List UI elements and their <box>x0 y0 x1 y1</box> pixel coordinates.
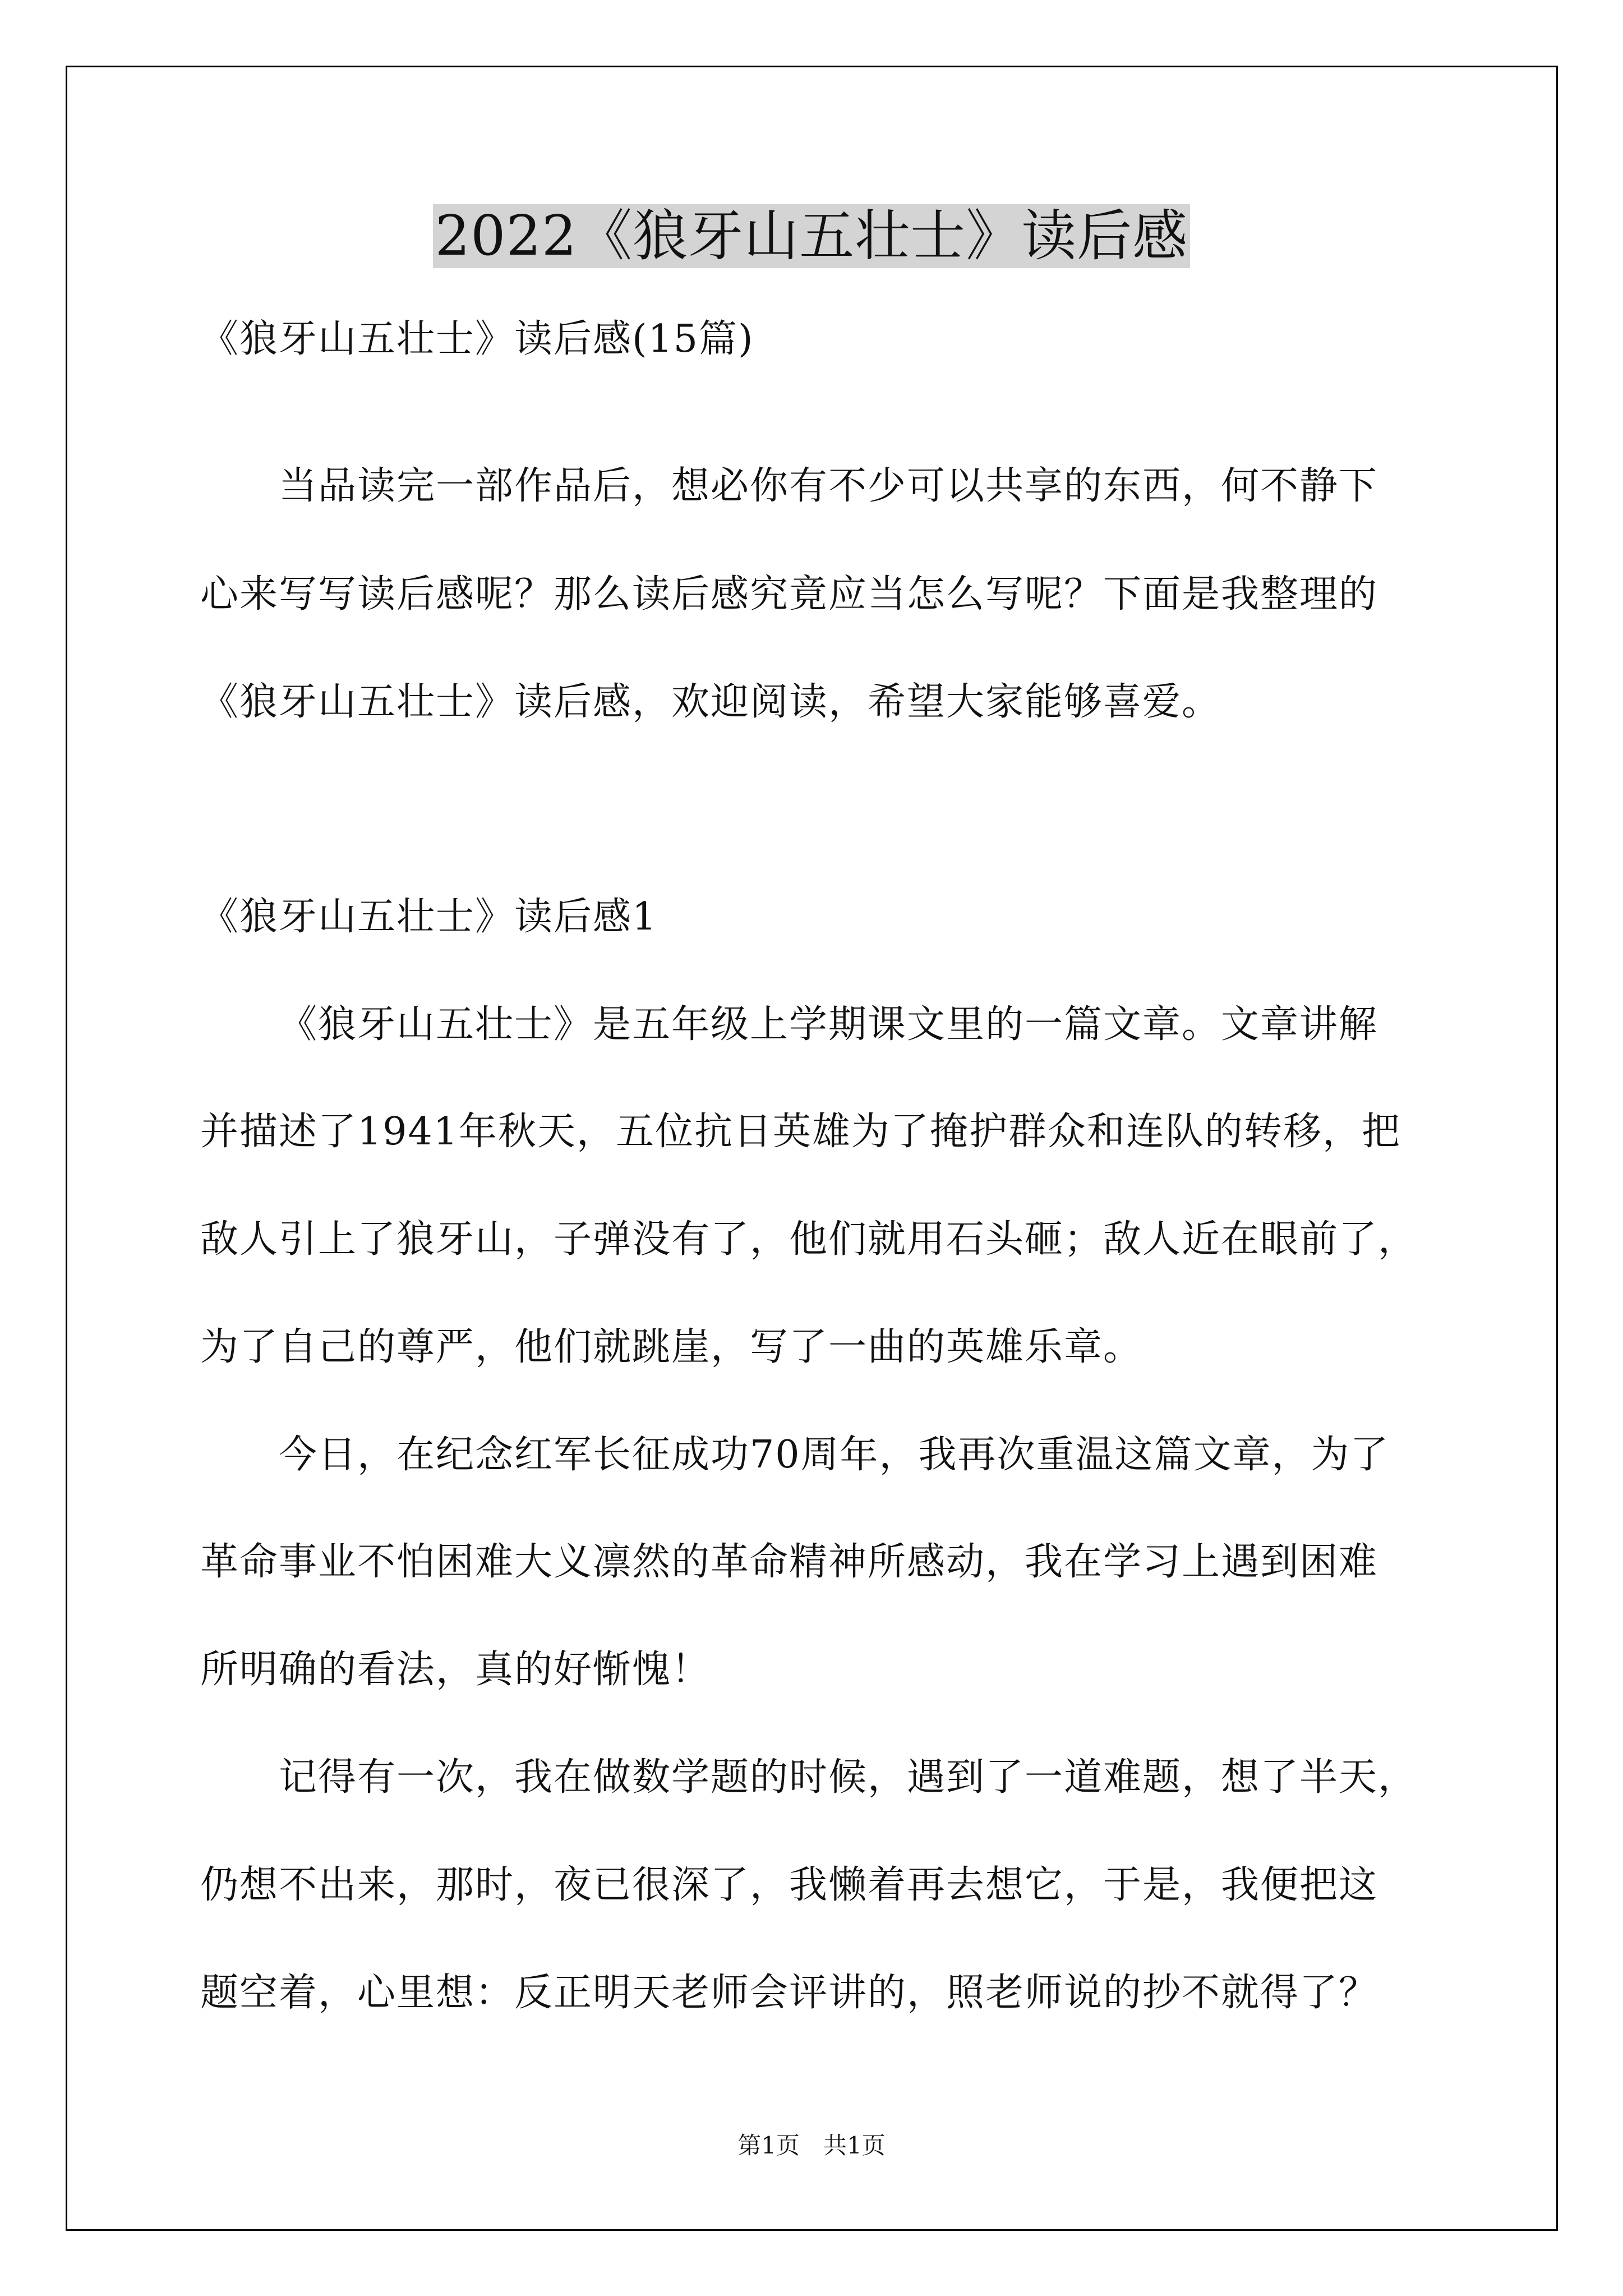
paragraph-line: 为了自己的尊严，他们就跳崖，写了一曲的英雄乐章。 <box>200 1325 1143 1369</box>
section-heading: 《狼牙山五壮士》读后感1 <box>200 895 658 939</box>
paragraph-line: 《狼牙山五壮士》是五年级上学期课文里的一篇文章。文章讲解 <box>279 1002 1378 1047</box>
document-title-text: 2022《狼牙山五壮士》读后感 <box>433 204 1190 268</box>
paragraph-line: 记得有一次，我在做数学题的时候，遇到了一道难题，想了半天， <box>279 1755 1418 1800</box>
document-subtitle: 《狼牙山五壮士》读后感(15篇) <box>200 317 754 361</box>
paragraph-line: 题空着，心里想：反正明天老师会评讲的，照老师说的抄不就得了？ <box>200 1971 1378 2015</box>
paragraph-line: 革命事业不怕困难大义凛然的革命精神所感动，我在学习上遇到困难 <box>200 1540 1378 1584</box>
paragraph-line: 所明确的看法，真的好惭愧！ <box>200 1648 711 1692</box>
intro-line: 心来写写读后感呢？那么读后感究竟应当怎么写呢？下面是我整理的 <box>200 572 1378 616</box>
document-title <box>0 200 1623 273</box>
paragraph-line: 并描述了1941年秋天，五位抗日英雄为了掩护群众和连队的转移，把 <box>200 1110 1401 1154</box>
paragraph-line: 敌人引上了狼牙山，子弹没有了，他们就用石头砸；敌人近在眼前了， <box>200 1217 1418 1262</box>
page-footer: 第1页 共1页 <box>737 2132 886 2159</box>
paragraph-line: 仍想不出来，那时，夜已很深了，我懒着再去想它，于是，我便把这 <box>200 1863 1378 1907</box>
intro-line: 当品读完一部作品后，想必你有不少可以共享的东西，何不静下 <box>279 464 1378 508</box>
intro-line: 《狼牙山五壮士》读后感，欢迎阅读，希望大家能够喜爱。 <box>200 680 1221 724</box>
paragraph-line: 今日，在纪念红军长征成功70周年，我再次重温这篇文章，为了 <box>279 1433 1390 1477</box>
